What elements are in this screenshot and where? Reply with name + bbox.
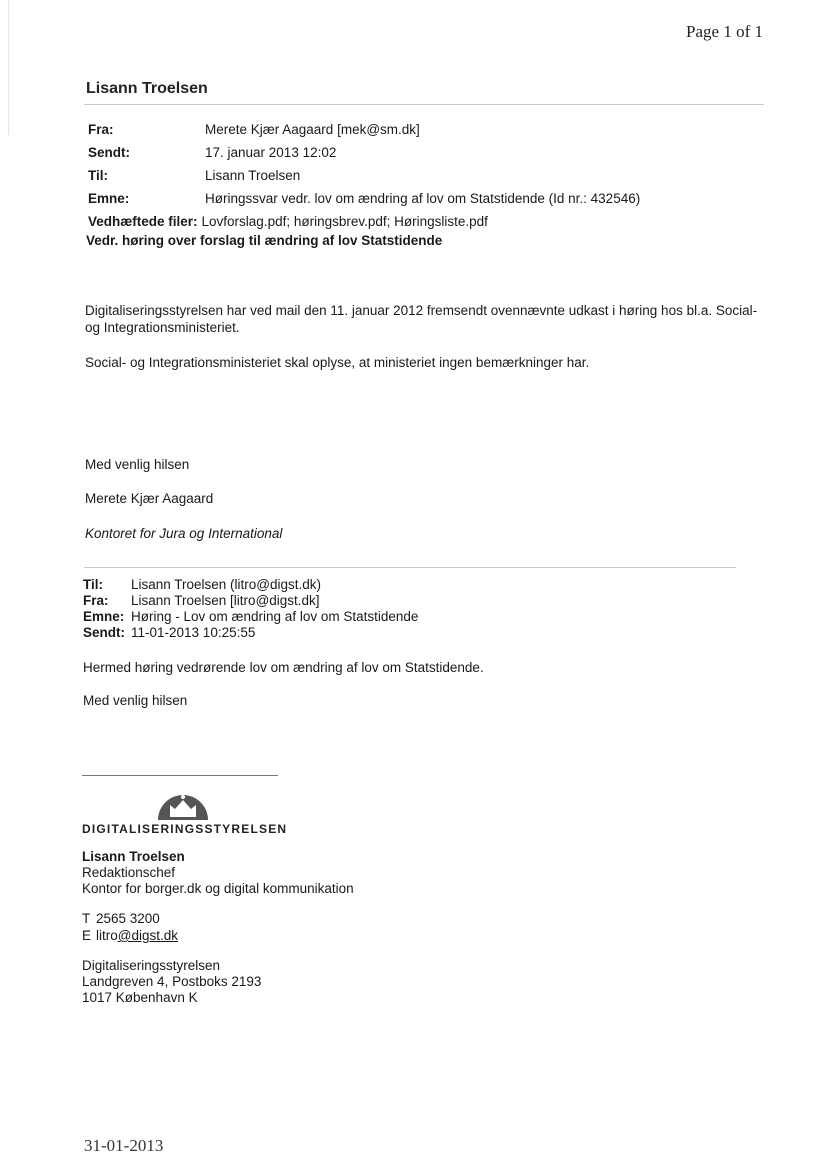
org-wordmark: DIGITALISERINGSSTYRELSEN [82,822,288,836]
signature-title: Redaktionschef [82,865,176,880]
attachments-label: Vedhæftede filer: [88,214,198,229]
forwarded-body: Hermed høring vedrørende lov om ændring af lov om Statstidende. [83,660,484,675]
subject-label: Emne: [88,191,130,206]
header-divider [84,104,764,105]
signature-org: Digitaliseringsstyrelsen [82,958,221,973]
fwd-sent-label: Sendt: [83,625,125,640]
header-sent-row [88,141,640,164]
page-number: Page 1 of 1 [686,22,763,41]
reply-closing: Med venlig hilsen [85,457,190,472]
scan-edge [8,0,9,135]
fwd-subject-row [83,609,418,625]
fwd-from-row [83,593,418,609]
reply-office: Kontoret for Jura og International [85,526,283,541]
fwd-sent-row [83,625,418,641]
fwd-subject-label: Emne: [83,609,125,624]
footer-date: 31-01-2013 [84,1136,164,1155]
header-subject-row [88,187,640,210]
fwd-from-label: Fra: [83,593,109,608]
fwd-from-value: Lisann Troelsen [litro@digst.dk] [131,593,320,608]
sent-value: 17. januar 2013 12:02 [205,145,337,160]
to-label: Til: [88,168,108,183]
crown-logo-icon [156,790,210,820]
email-header [88,118,640,233]
signature-city: 1017 København K [82,990,198,1005]
fwd-sent-value: 11-01-2013 10:25:55 [131,625,256,640]
phone-label: T [82,911,91,926]
message-subject-line: Vedr. høring over forslag til ændring af lov Statstidende [86,233,443,248]
fwd-subject-value: Høring - Lov om ændring af lov om Statstidende [131,609,419,624]
header-attachments-row [88,210,640,233]
email-user: litro [96,928,118,943]
to-value: Lisann Troelsen [205,168,301,183]
reply-signer: Merete Kjær Aagaard [85,491,214,506]
attachments-value: Lovforslag.pdf; høringsbrev.pdf; Høringsliste.pdf [201,214,488,229]
reply-paragraph-2: Social- og Integrationsministeriet skal oplyse, at ministeriet ingen bemærkninger har. [85,355,590,370]
email-label: E [82,928,92,943]
fwd-to-row [83,577,418,593]
header-from-row [88,118,640,141]
subject-value: Høringssvar vedr. lov om ændring af lov om Statstidende (Id nr.: 432546) [205,191,641,206]
sender-name: Lisann Troelsen [86,80,208,97]
forwarded-closing: Med venlig hilsen [83,693,188,708]
from-value: Merete Kjær Aagaard [mek@sm.dk] [205,122,420,137]
forwarded-header [83,577,418,641]
forward-divider [84,567,736,568]
from-label: Fra: [88,122,114,137]
sent-label: Sendt: [88,145,130,160]
signature-office: Kontor for borger.dk og digital kommunikation [82,881,354,896]
signature-street: Landgreven 4, Postboks 2193 [82,974,262,989]
fwd-to-label: Til: [83,577,103,592]
phone-number: 2565 3200 [96,911,160,926]
signature-email [82,928,178,944]
header-to-row [88,164,640,187]
email-link[interactable]: @digst.dk [117,928,178,943]
fwd-to-value: Lisann Troelsen (litro@digst.dk) [131,577,322,592]
reply-paragraph-1: Digitaliseringsstyrelsen har ved mail den 11. januar 2012 fremsendt ovennævnte udkast i høring hos bl.a. Social- og Integrationsministeriet. [85,303,758,335]
signature-name: Lisann Troelsen [82,849,185,864]
signature-phone [82,911,160,927]
signature-divider [82,775,278,776]
